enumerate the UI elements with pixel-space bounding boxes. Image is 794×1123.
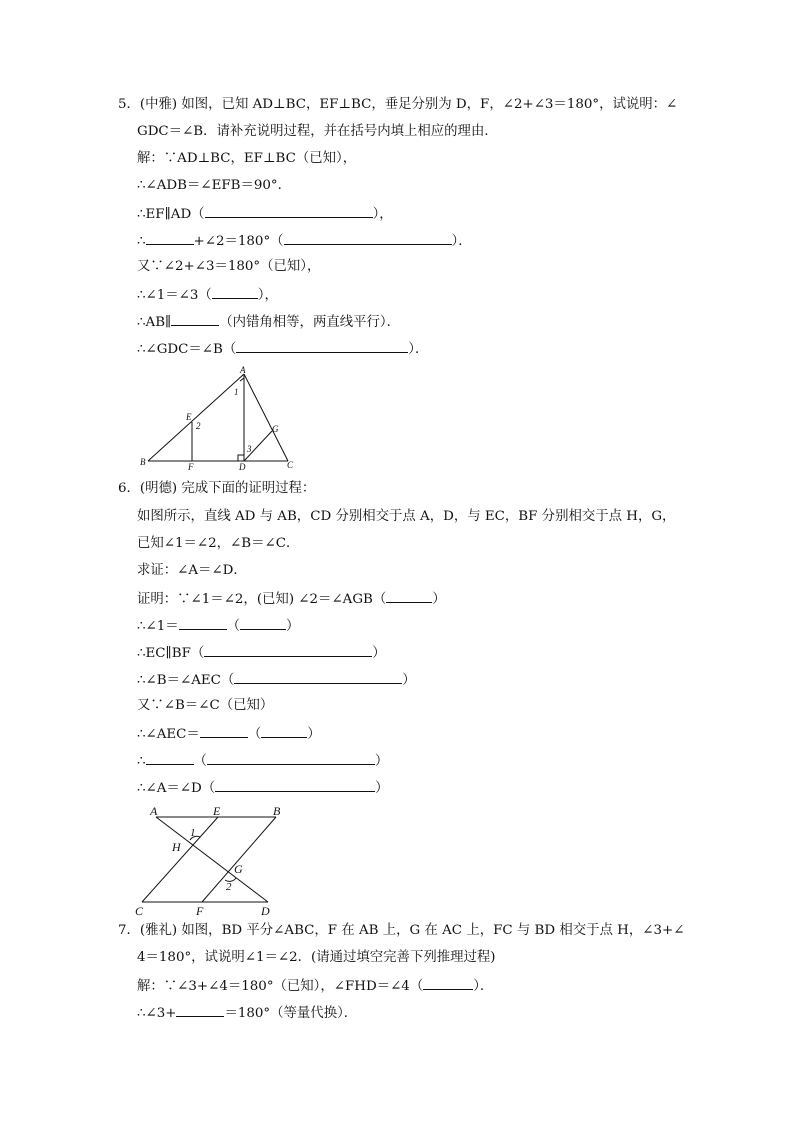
q6-label-D: D	[261, 904, 270, 918]
q5-step6-a: ∴∠1＝∠3（	[137, 288, 212, 303]
q5-label-F: F	[188, 462, 194, 472]
q6-label-C: C	[135, 904, 144, 918]
q6-proof6-c: ）	[307, 727, 321, 742]
q6-blank-8[interactable]	[146, 751, 194, 765]
q7-step2-a: ∴∠3+	[137, 1006, 177, 1021]
q5-blank-4[interactable]	[212, 285, 258, 299]
q5-step6-b: ），	[257, 288, 278, 303]
q6-seg-CE	[142, 817, 218, 902]
q5-step4-c: ）．	[451, 234, 472, 249]
q5-step7-b: （内错角相等，两直线平行）．	[219, 315, 400, 330]
q6-proof7-b: （	[193, 754, 207, 769]
q6-label-E: E	[213, 804, 221, 818]
q6-label-1: 1	[190, 827, 196, 839]
q5-blank-1[interactable]	[205, 204, 373, 218]
q6-proof7-c: ）	[374, 754, 389, 769]
q5-blank-3[interactable]	[284, 231, 452, 245]
q7-step2-b: ＝180°（等量代换）．	[224, 1006, 358, 1021]
q6-proof4	[137, 670, 416, 690]
q5-step6	[137, 285, 278, 305]
q7-line2: 4＝180°，试说明∠1＝∠2．(请通过填空完善下列推理过程)	[137, 950, 496, 965]
q6-blank-9[interactable]	[207, 751, 375, 765]
q5-step2: ∴∠ADB＝∠EFB＝90°．	[137, 178, 292, 193]
q6-proof3-a: ∴EC∥BF（	[137, 646, 205, 661]
q5-label-1: 1	[234, 387, 239, 397]
q5-step4	[137, 231, 472, 251]
q5-step8-b: ）．	[408, 342, 429, 357]
q6-line1: 如图所示，直线 AD 与 AB，CD 分别相交于点 A，D，与 EC，BF 分别相交于点 H，G，	[137, 509, 676, 524]
q5-step3	[137, 204, 393, 224]
q6-blank-6[interactable]	[200, 724, 248, 738]
q6-proof6-a: ∴∠AEC＝	[137, 727, 200, 742]
q6-blank-1[interactable]	[386, 589, 432, 603]
q5-label-G: G	[272, 424, 279, 434]
q6-label-H: H	[172, 840, 181, 854]
q5-step8-a: ∴∠GDC＝∠B（	[137, 342, 237, 357]
q7-step1	[137, 976, 493, 996]
q6-proof7-a: ∴	[137, 754, 146, 769]
q6-proof4-b: ）	[402, 673, 416, 688]
q6-blank-5[interactable]	[234, 670, 402, 684]
q5-blank-6[interactable]	[236, 339, 408, 353]
q6-blank-2[interactable]	[179, 616, 227, 630]
q5-seg-BA	[148, 374, 244, 461]
q6-label-2: 2	[226, 881, 232, 893]
q6-proof7	[137, 751, 388, 771]
q7-step1-b: ）．	[473, 979, 494, 994]
q6-proof8-b: ）	[375, 781, 389, 796]
q6-proof1-a: 证明：∵∠1＝∠2，(已知) ∠2＝∠AGB（	[137, 592, 387, 607]
q6-label-A: A	[150, 804, 158, 818]
q6-proof6	[137, 724, 321, 744]
q6-seg-AD	[156, 817, 268, 902]
q7-line1: 7．(雅礼) 如图，BD 平分∠ABC，F 在 AB 上，G 在 AC 上，FC 与 BD 相交于点 H，∠3+∠	[118, 923, 685, 938]
q6-proof2-a: ∴∠1＝	[137, 619, 179, 634]
q6-label-B: B	[273, 804, 281, 818]
q6-proof2-c: ）	[286, 619, 300, 634]
q6-proof1-b: ）	[432, 592, 446, 607]
q6-blank-4[interactable]	[204, 643, 372, 657]
q5-label-E: E	[186, 412, 192, 422]
q5-label-D: D	[239, 462, 246, 472]
q5-figure	[138, 364, 298, 474]
q6-seg-FB	[202, 817, 276, 902]
q6-proof1	[137, 589, 446, 609]
q5-step1: 解：∵AD⊥BC，EF⊥BC（已知），	[137, 151, 357, 166]
q6-proof8	[137, 778, 389, 798]
q6-label-F: F	[196, 904, 204, 918]
q5-step8	[137, 339, 428, 359]
q7-blank-1[interactable]	[423, 976, 473, 990]
q5-step3-a: ∴EF∥AD（	[137, 207, 205, 222]
q5-step4-a: ∴	[137, 234, 146, 249]
q6-proof3-b: ）	[372, 646, 386, 661]
q6-blank-10[interactable]	[215, 778, 375, 792]
q6-proof4-a: ∴∠B＝∠AEC（	[137, 673, 235, 688]
q5-blank-5[interactable]	[171, 312, 219, 326]
q7-blank-2[interactable]	[176, 1003, 224, 1017]
q5-label-3: 3	[247, 444, 252, 454]
q5-blank-2[interactable]	[146, 231, 194, 245]
q6-figure	[130, 803, 290, 918]
q5-label-2: 2	[196, 421, 201, 431]
q6-label-G: G	[234, 862, 243, 876]
q6-proof3	[137, 643, 386, 663]
q5-label-C: C	[287, 460, 294, 470]
q5-step4-b: +∠2＝180°（	[193, 234, 284, 249]
q5-angle-mark-1	[240, 378, 244, 381]
q6-proof8-a: ∴∠A＝∠D（	[137, 781, 216, 796]
q6-line3: 求证：∠A＝∠D．	[137, 563, 247, 578]
q6-proof2-b: （	[226, 619, 241, 634]
q6-title: 6．(明德) 完成下面的证明过程：	[118, 481, 316, 496]
q6-proof5: 又∵∠B＝∠C（已知）	[137, 698, 274, 713]
q5-right-angle-D	[238, 455, 244, 461]
q6-blank-7[interactable]	[261, 724, 307, 738]
q5-step5: 又∵∠2+∠3＝180°（已知），	[137, 259, 321, 274]
q5-step7-a: ∴AB∥	[137, 315, 172, 330]
q5-label-B: B	[140, 457, 146, 467]
q7-step2	[137, 1003, 357, 1023]
q6-proof2	[137, 616, 299, 636]
q6-line2: 已知∠1＝∠2，∠B＝∠C．	[137, 536, 300, 551]
q5-label-A: A	[240, 365, 246, 375]
q7-step1-a: 解：∵∠3+∠4＝180°（已知），∠FHD＝∠4（	[137, 979, 424, 994]
q6-proof6-b: （	[247, 727, 262, 742]
q6-blank-3[interactable]	[240, 616, 286, 630]
q5-step3-b: ），	[372, 207, 393, 222]
q5-line2: GDC＝∠B．请补充说明过程，并在括号内填上相应的理由．	[137, 124, 498, 139]
q5-step7	[137, 312, 400, 332]
q5-line1: 5．(中雅) 如图，已知 AD⊥BC，EF⊥BC，垂足分别为 D，F，∠2+∠3＝180°，试说明：∠	[118, 97, 678, 112]
